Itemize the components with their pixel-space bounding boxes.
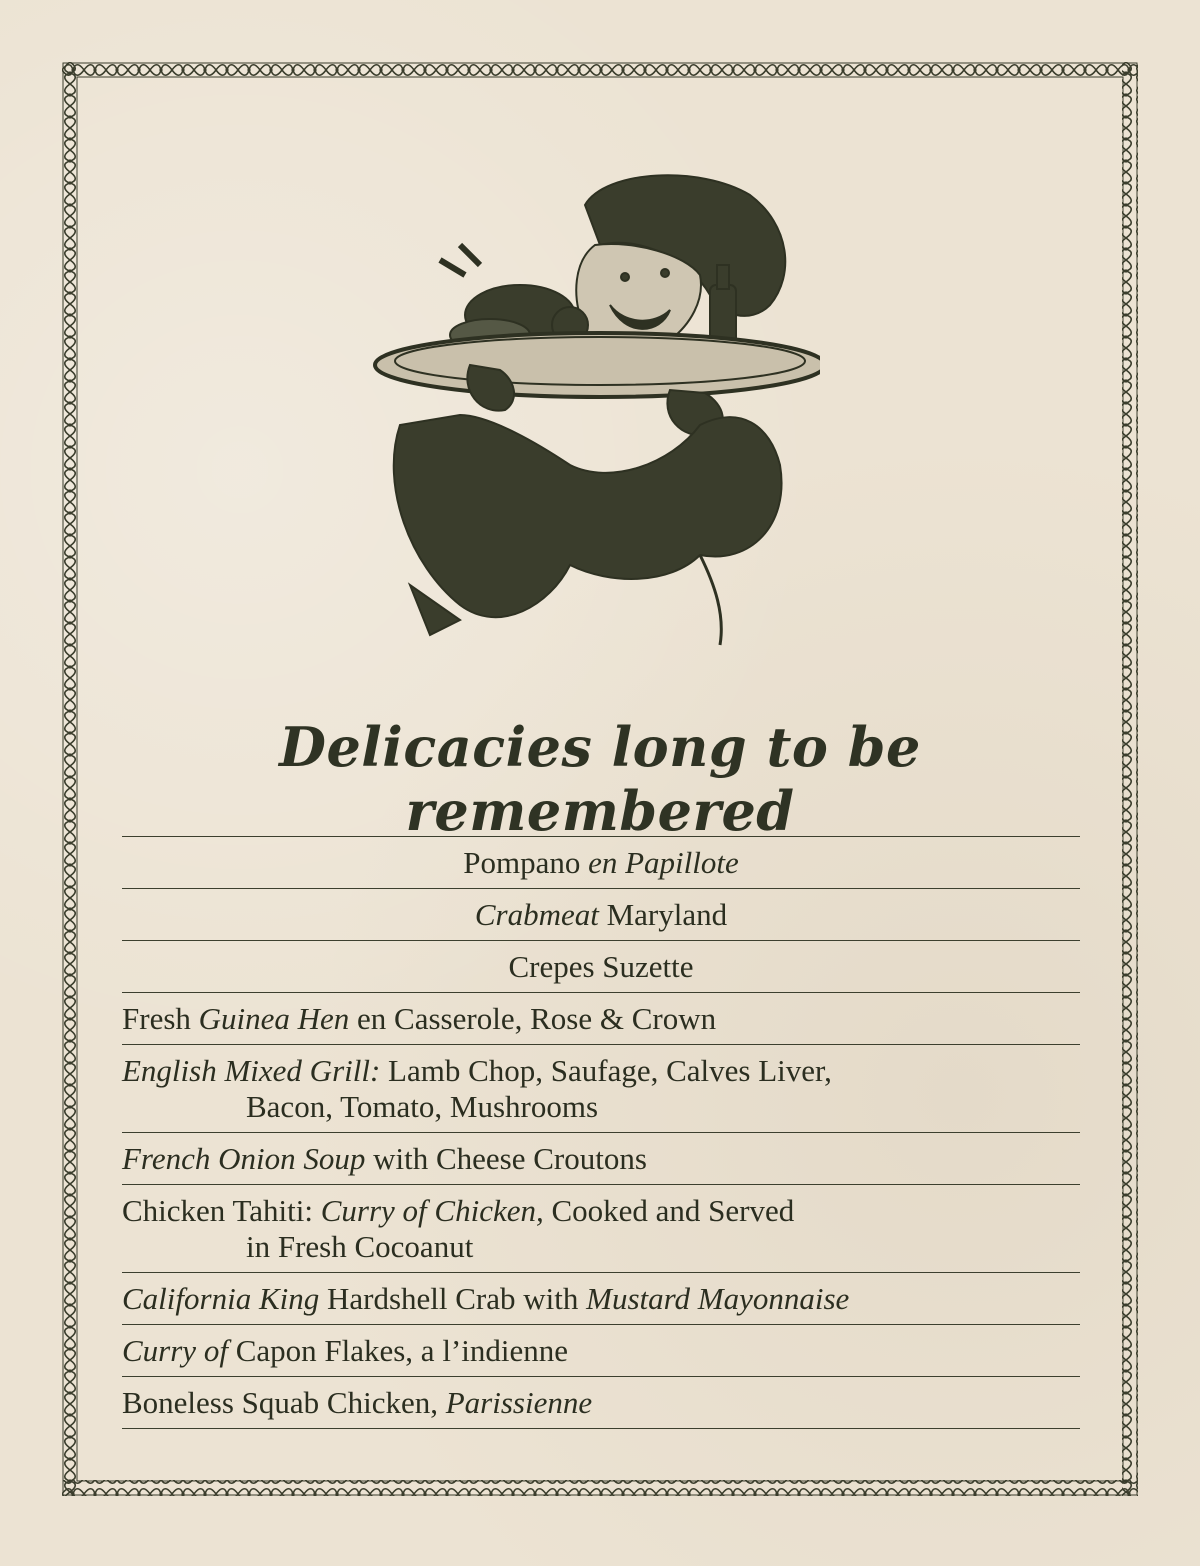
item-text: Boneless Squab Chicken, bbox=[122, 1385, 446, 1420]
item-text: Crepes Suzette bbox=[508, 949, 694, 984]
item-text-italic: California King bbox=[122, 1281, 320, 1316]
item-line-2: in Fresh Cocoanut bbox=[246, 1229, 474, 1264]
item-text-italic: Guinea Hen bbox=[198, 1001, 350, 1036]
menu-item bbox=[122, 1377, 1080, 1429]
menu-item bbox=[122, 993, 1080, 1045]
menu-item bbox=[122, 1273, 1080, 1325]
menu-item bbox=[122, 1325, 1080, 1377]
item-text-italic: Curry of bbox=[122, 1333, 228, 1368]
page-title: Delicacies long to be remembered bbox=[279, 715, 921, 843]
menu-list bbox=[122, 836, 1080, 1429]
item-text-italic: Crabmeat bbox=[474, 897, 599, 932]
item-text: Fresh bbox=[122, 1001, 199, 1036]
item-line-1: English Mixed Grill: Lamb Chop, Saufage, Calves Liver, bbox=[122, 1053, 832, 1088]
menu-item bbox=[122, 1045, 1080, 1133]
item-text: Maryland bbox=[598, 897, 728, 932]
item-line-2: Bacon, Tomato, Mushrooms bbox=[246, 1089, 599, 1124]
menu-item bbox=[122, 837, 1080, 889]
item-text: Capon Flakes, a l’indienne bbox=[227, 1333, 568, 1368]
item-text: Pompano en Papillote bbox=[463, 845, 739, 880]
item-text: Hardshell Crab with bbox=[319, 1281, 587, 1316]
item-text-italic: French Onion Soup bbox=[122, 1141, 366, 1176]
menu-item bbox=[122, 889, 1080, 941]
chef-with-platter-icon bbox=[370, 165, 820, 655]
menu-item bbox=[122, 1133, 1080, 1185]
item-text: with Cheese Croutons bbox=[365, 1141, 647, 1176]
item-text: en Casserole, Rose & Crown bbox=[349, 1001, 717, 1036]
item-line-1: Chicken Tahiti: Curry of Chicken, Cooked and Served bbox=[122, 1193, 795, 1228]
item-text-italic: Parissienne bbox=[445, 1385, 593, 1420]
menu-item bbox=[122, 941, 1080, 993]
chef-illustration bbox=[370, 165, 820, 655]
menu-item bbox=[122, 1185, 1080, 1273]
item-text-italic: Mustard Mayonnaise bbox=[586, 1281, 850, 1316]
